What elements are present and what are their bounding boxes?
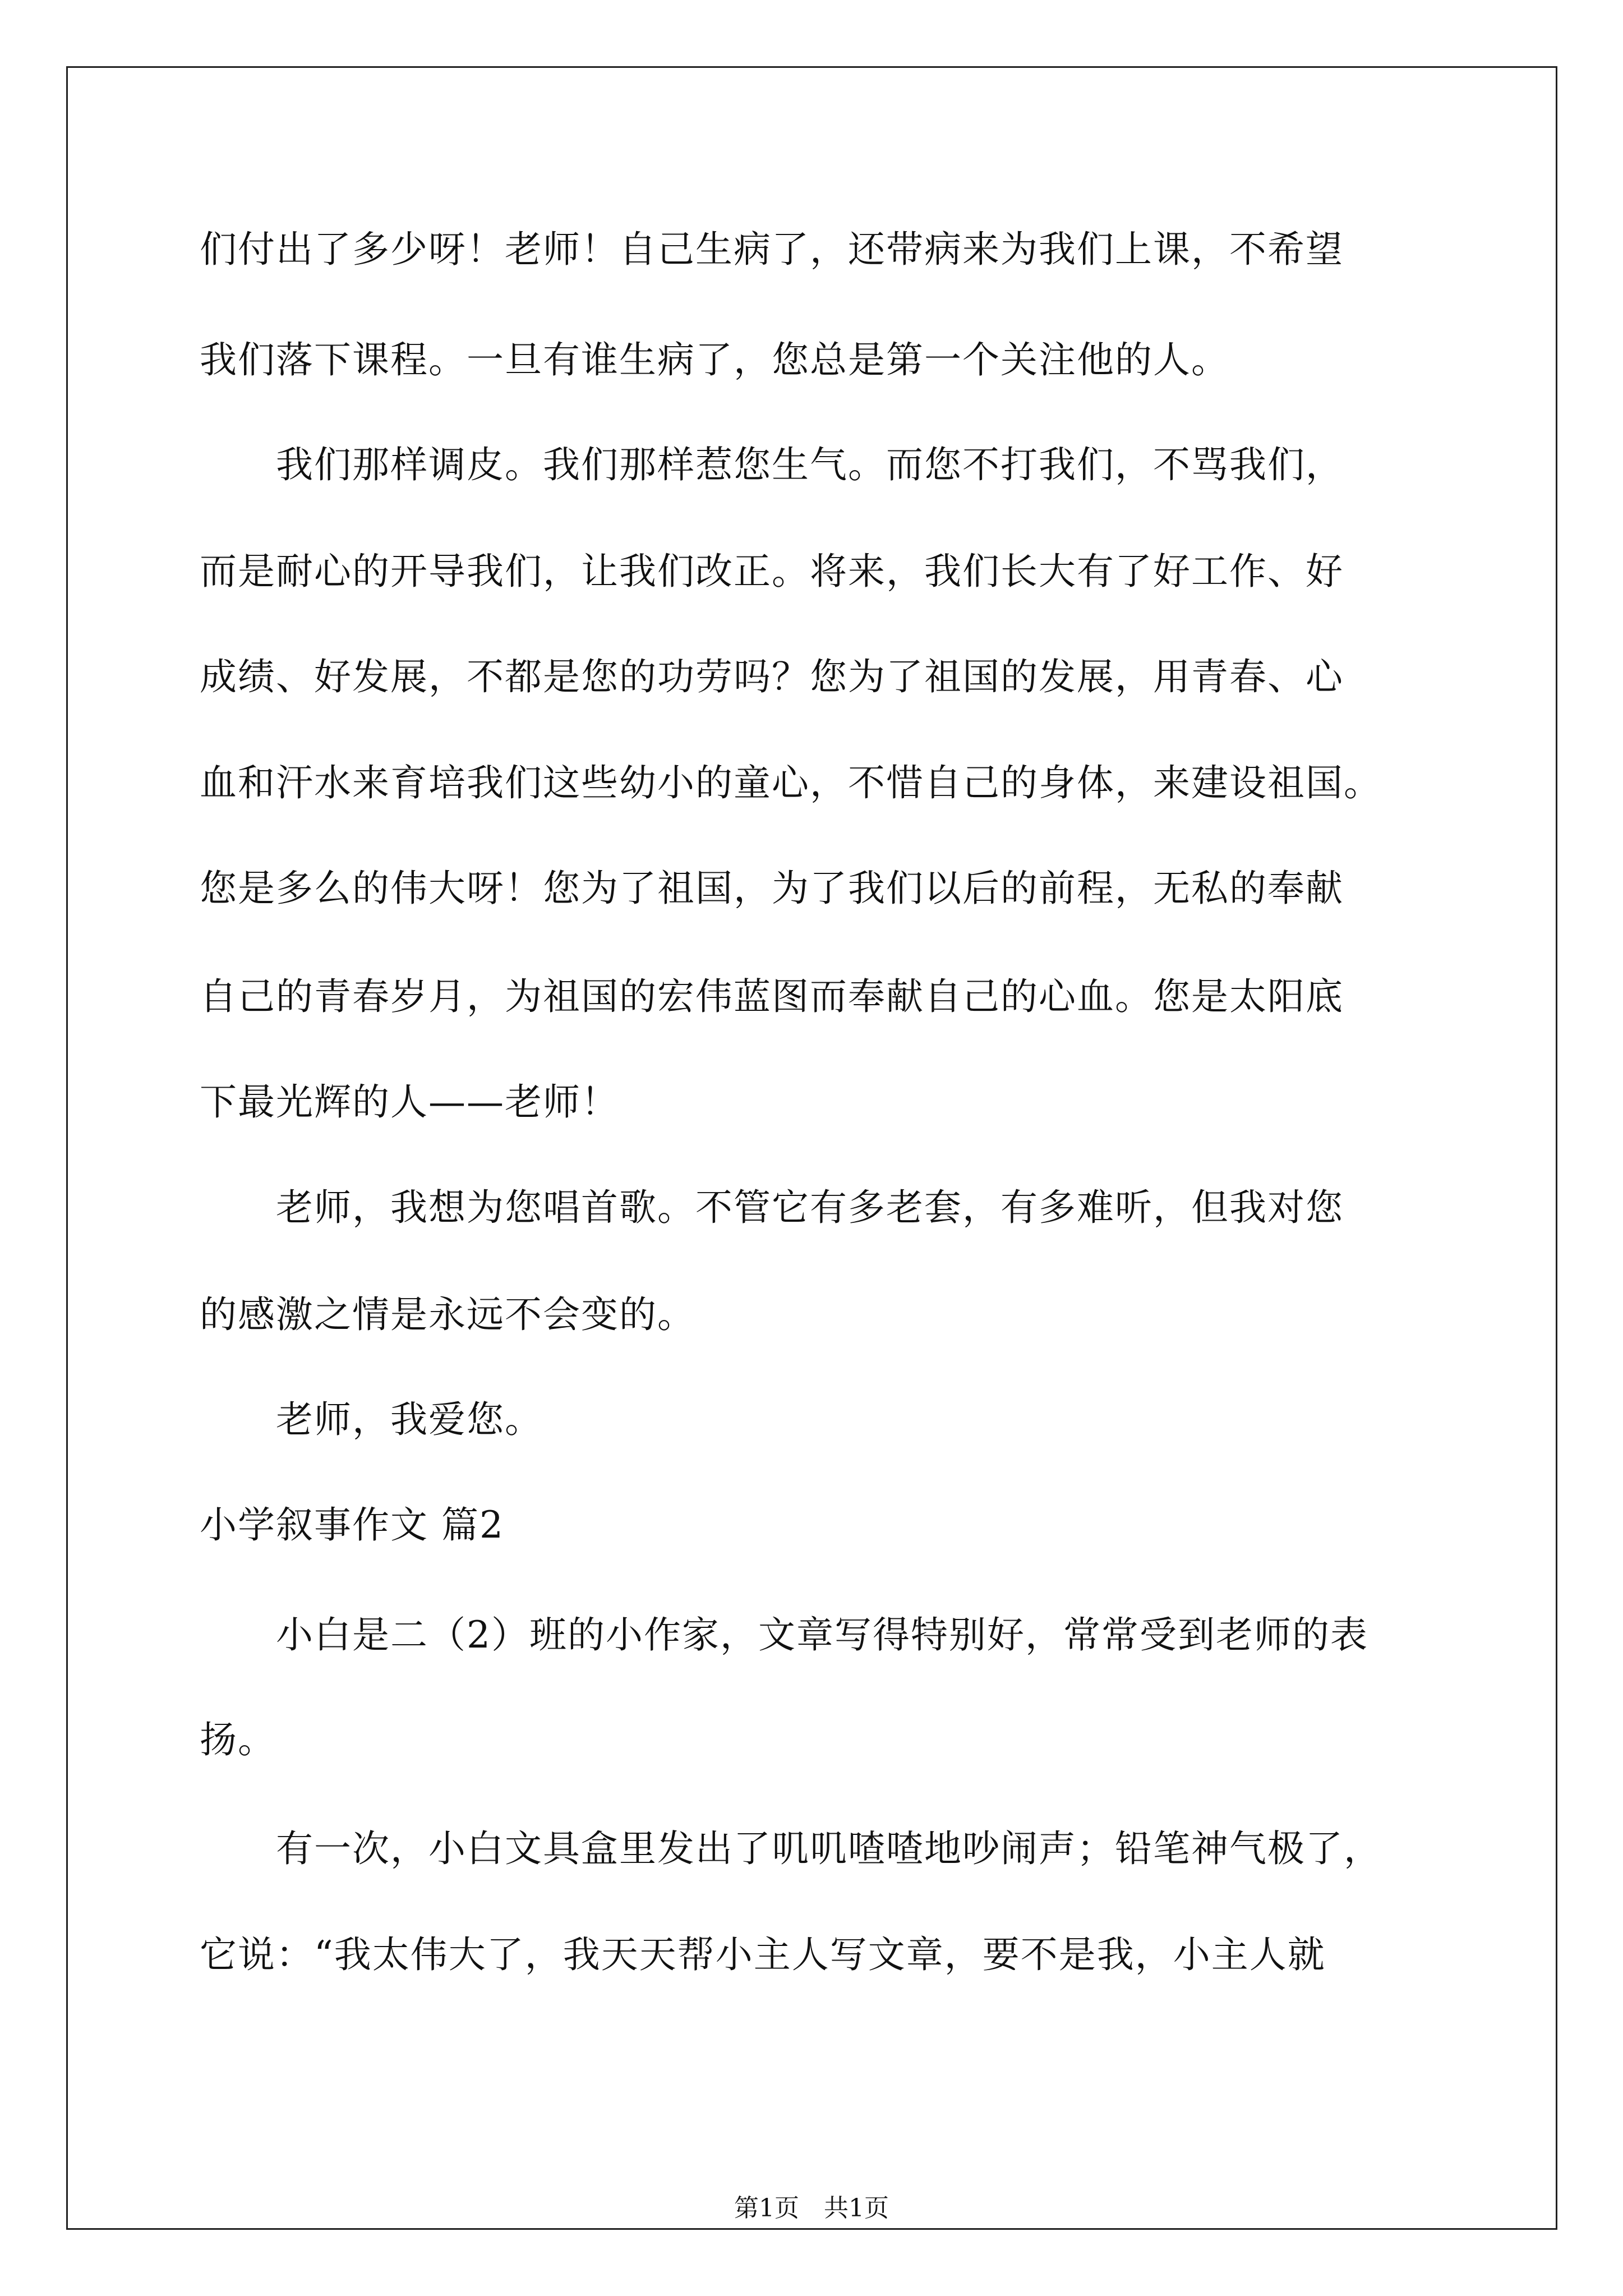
body-text-line: 自己的青春岁月，为祖国的宏伟蓝图而奉献自己的心血。您是太阳底 <box>200 975 1344 1018</box>
body-text-line: 小白是二（2）班的小作家，文章写得特别好，常常受到老师的表 <box>200 1613 1368 1657</box>
page-footer: 第1页 共1页 <box>734 2194 889 2223</box>
body-text-line: 们付出了多少呀！老师！自己生病了，还带病来为我们上课，不希望 <box>200 228 1344 271</box>
page-border <box>66 66 1557 2230</box>
body-text-line: 血和汗水来育培我们这些幼小的童心，不惜自己的身体，来建设祖国。 <box>200 761 1382 804</box>
body-text-line: 老师，我爱您。 <box>200 1398 543 1441</box>
body-text-line: 的感激之情是永远不会变的。 <box>200 1293 695 1336</box>
body-text-line: 而是耐心的开导我们，让我们改正。将来，我们长大有了好工作、好 <box>200 550 1344 593</box>
body-text-line: 成绩、好发展，不都是您的功劳吗？您为了祖国的发展，用青春、心 <box>200 655 1344 698</box>
body-text-line: 我们那样调皮。我们那样惹您生气。而您不打我们，不骂我们， <box>200 443 1344 486</box>
body-text-line: 扬。 <box>200 1718 276 1761</box>
body-text-line: 我们落下课程。一旦有谁生病了，您总是第一个关注他的人。 <box>200 338 1229 381</box>
body-text-line: 下最光辉的人——老师！ <box>200 1080 619 1124</box>
body-text-line: 您是多么的伟大呀！您为了祖国，为了我们以后的前程，无私的奉献 <box>200 867 1344 910</box>
body-text-line: 它说：“我太伟大了，我天天帮小主人写文章，要不是我，小主人就 <box>200 1933 1326 1976</box>
body-text-line: 有一次，小白文具盒里发出了叽叽喳喳地吵闹声；铅笔神气极了， <box>200 1827 1382 1870</box>
body-text-line: 老师，我想为您唱首歌。不管它有多老套，有多难听，但我对您 <box>200 1186 1344 1229</box>
section-heading: 小学叙事作文 篇2 <box>200 1503 504 1547</box>
